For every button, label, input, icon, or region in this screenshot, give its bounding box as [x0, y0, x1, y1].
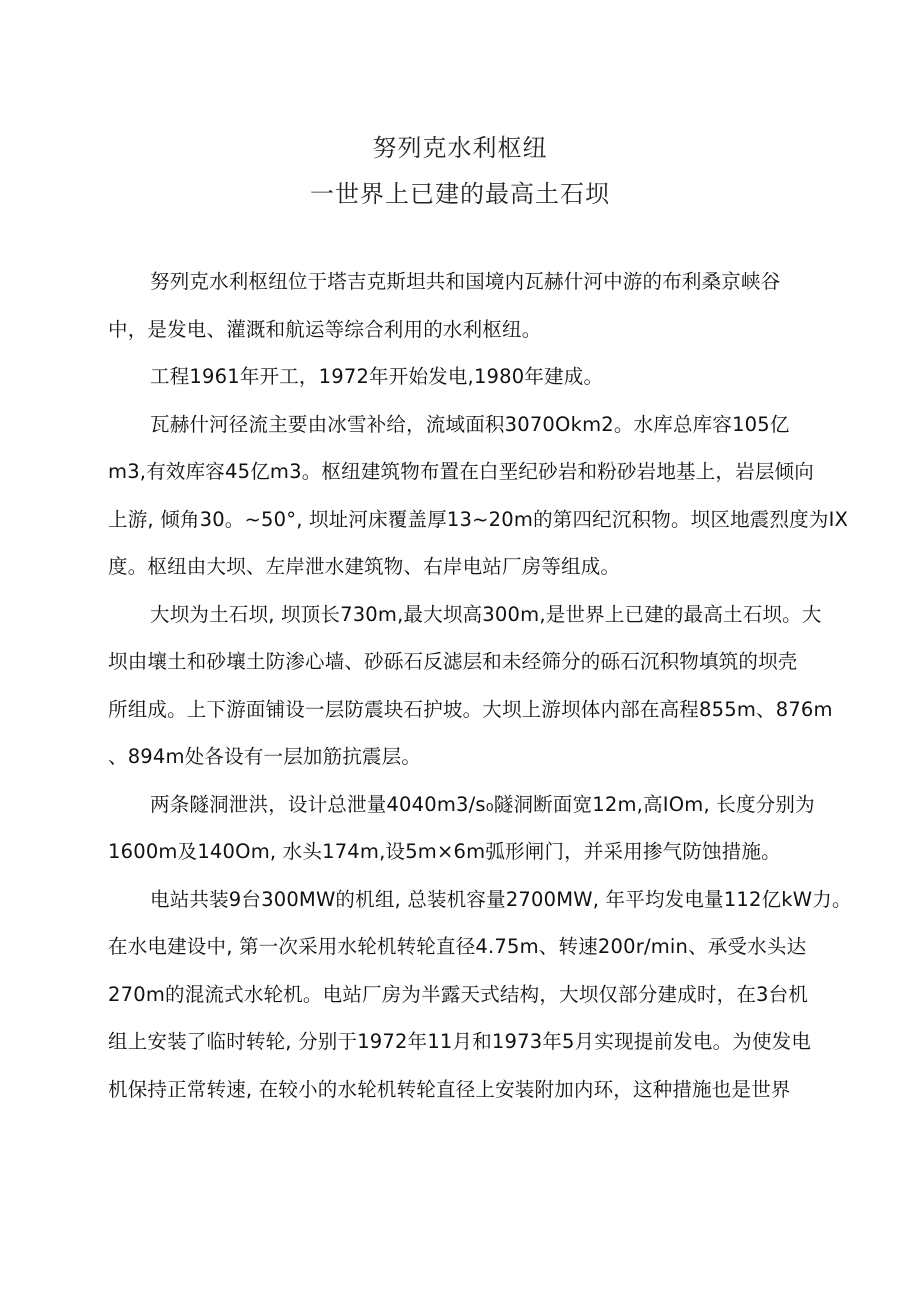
paragraph-line: m3,有效库容45亿m3。枢纽建筑物布置在白垩纪砂岩和粉砂岩地基上，岩层倾向: [108, 460, 814, 483]
paragraph-line: 1600m及140Om, 水头174m,设5m×6m弧形闸门，并采用掺气防蚀措施。: [108, 840, 781, 863]
paragraph-line: 工程1961年开工，1972年开始发电,1980年建成。: [150, 365, 604, 388]
paragraph-line: 组上安装了临时转轮, 分别于1972年11月和1973年5月实现提前发电。为使发电: [108, 1030, 812, 1053]
paragraph-line: 、894m处各设有一层加筋抗震层。: [108, 745, 422, 768]
document-subtitle: 一世界上已建的最高土石坝: [310, 180, 610, 208]
paragraph-line: 瓦赫什河径流主要由冰雪补给，流域面积3070Okm2。水库总库容105亿: [150, 412, 790, 436]
paragraph-line: 坝由壤土和砂壤土防渗心墙、砂砾石反滤层和未经筛分的砾石沉积物填筑的坝壳: [108, 650, 798, 673]
paragraph-line: 大坝为土石坝, 坝顶长730m,最大坝高300m,是世界上已建的最高土石坝。大: [150, 602, 822, 626]
paragraph-line: 机保持正常转速, 在较小的水轮机转轮直径上安装附加内环，这种措施也是世界: [108, 1077, 791, 1101]
paragraph-line: 上游, 倾角30。~50°, 坝址河床覆盖厚13~20m的第四纪沉积物。坝区地震烈度为IX: [108, 507, 849, 531]
paragraph-line: 两条隧洞泄洪，设计总泄量4040m3/s₀隧洞断面宽12m,高IOm, 长度分别为: [150, 792, 815, 816]
paragraph-line: 电站共装9台300MW的机组, 总装机容量2700MW, 年平均发电量112亿kW力。: [150, 887, 852, 911]
paragraph-line: 在水电建设中, 第一次采用水轮机转轮直径4.75m、转速200r/min、承受水头达: [108, 935, 807, 958]
paragraph-line: 所组成。上下游面铺设一层防震块石护坡。大坝上游坝体内部在高程855m、876m: [108, 697, 833, 721]
document-body: [108, 268, 852, 1123]
paragraph-line: 努列克水利枢纽位于塔吉克斯坦共和国境内瓦赫什河中游的布利桑京峡谷: [150, 270, 781, 293]
document-title: 努列克水利枢纽: [372, 134, 548, 162]
paragraph-line: 中，是发电、灌溉和航运等综合利用的水利枢纽。: [108, 317, 542, 341]
paragraph-line: 270m的混流式水轮机。电站厂房为半露天式结构，大坝仅部分建成时，在3台机: [108, 982, 809, 1006]
paragraph-line: 度。枢纽由大坝、左岸泄水建筑物、右岸电站厂房等组成。: [108, 555, 621, 578]
